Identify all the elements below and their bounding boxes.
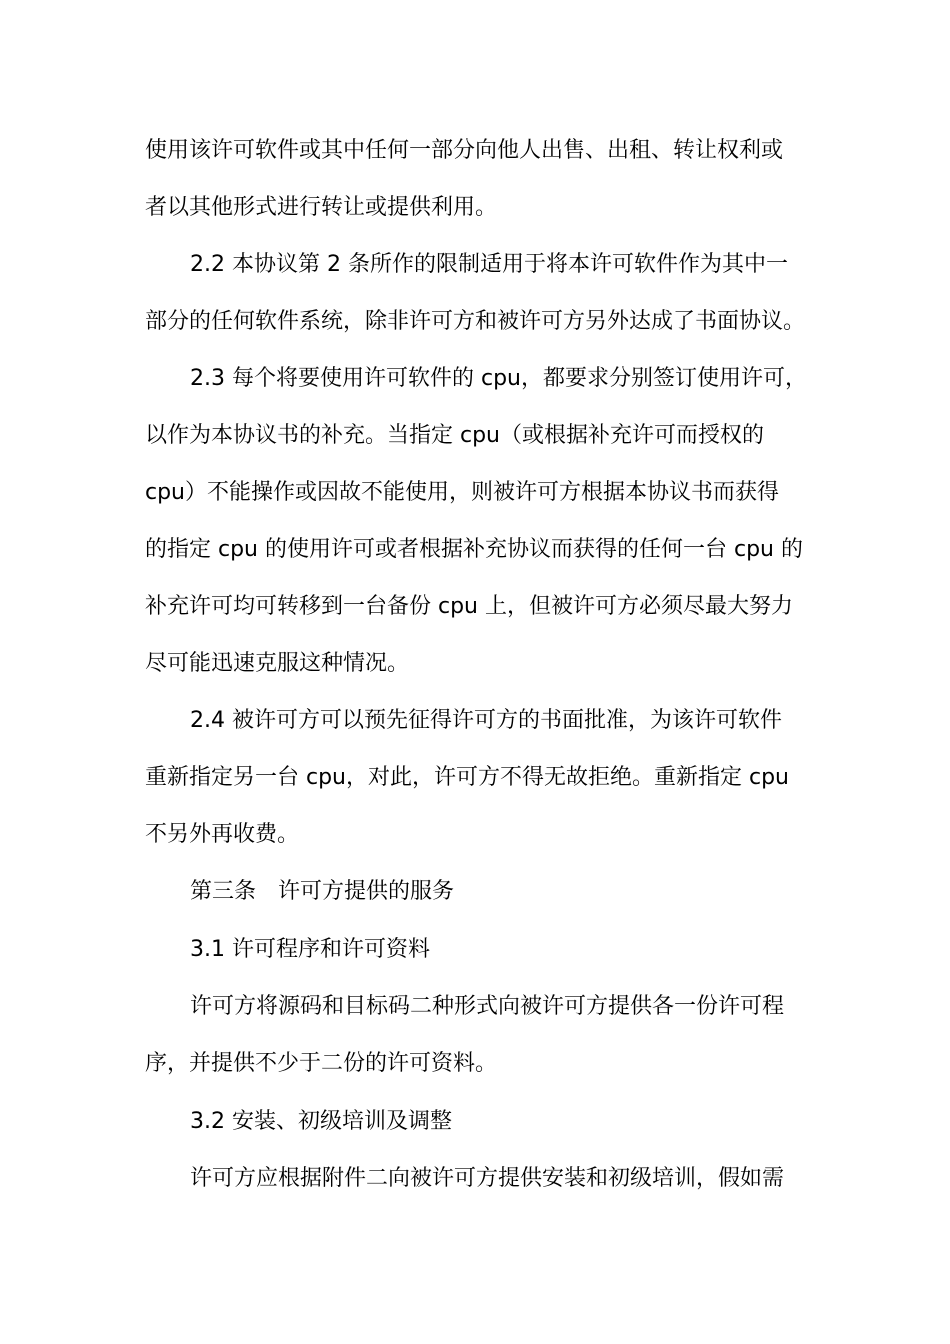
subsection-heading: 3.2 安装、初级培训及调整	[190, 1109, 452, 1134]
text-line: 2.3 每个将要使用许可软件的 cpu，都要求分别签订使用许可，	[190, 366, 807, 391]
section-heading: 第三条 许可方提供的服务	[190, 879, 455, 904]
text-line: 部分的任何软件系统，除非许可方和被许可方另外达成了书面协议。	[145, 309, 806, 334]
text-line: 2.2 本协议第 2 条所作的限制适用于将本许可软件作为其中一	[190, 252, 788, 277]
text-line: 尽可能迅速克服这种情况。	[145, 651, 410, 676]
text-line: 使用该许可软件或其中任何一部分向他人出售、出租、转让权利或	[145, 138, 784, 163]
text-line: 许可方应根据附件二向被许可方提供安装和初级培训，假如需	[190, 1166, 785, 1191]
text-line: 补充许可均可转移到一台备份 cpu 上，但被许可方必须尽最大努力	[145, 594, 793, 619]
text-line: 的指定 cpu 的使用许可或者根据补充协议而获得的任何一台 cpu 的	[145, 537, 803, 562]
text-line: 序，并提供不少于二份的许可资料。	[145, 1051, 498, 1076]
text-line: 2.4 被许可方可以预先征得许可方的书面批准，为该许可软件	[190, 708, 782, 733]
text-line: 以作为本协议书的补充。当指定 cpu（或根据补充许可而授权的	[145, 423, 764, 448]
text-line: 重新指定另一台 cpu，对此，许可方不得无故拒绝。重新指定 cpu	[145, 765, 789, 790]
text-line: 者以其他形式进行转让或提供利用。	[145, 195, 498, 220]
text-line: 不另外再收费。	[145, 822, 300, 847]
text-line: cpu）不能操作或因故不能使用，则被许可方根据本协议书而获得	[145, 480, 780, 505]
subsection-heading: 3.1 许可程序和许可资料	[190, 937, 430, 962]
text-line: 许可方将源码和目标码二种形式向被许可方提供各一份许可程	[190, 994, 785, 1019]
